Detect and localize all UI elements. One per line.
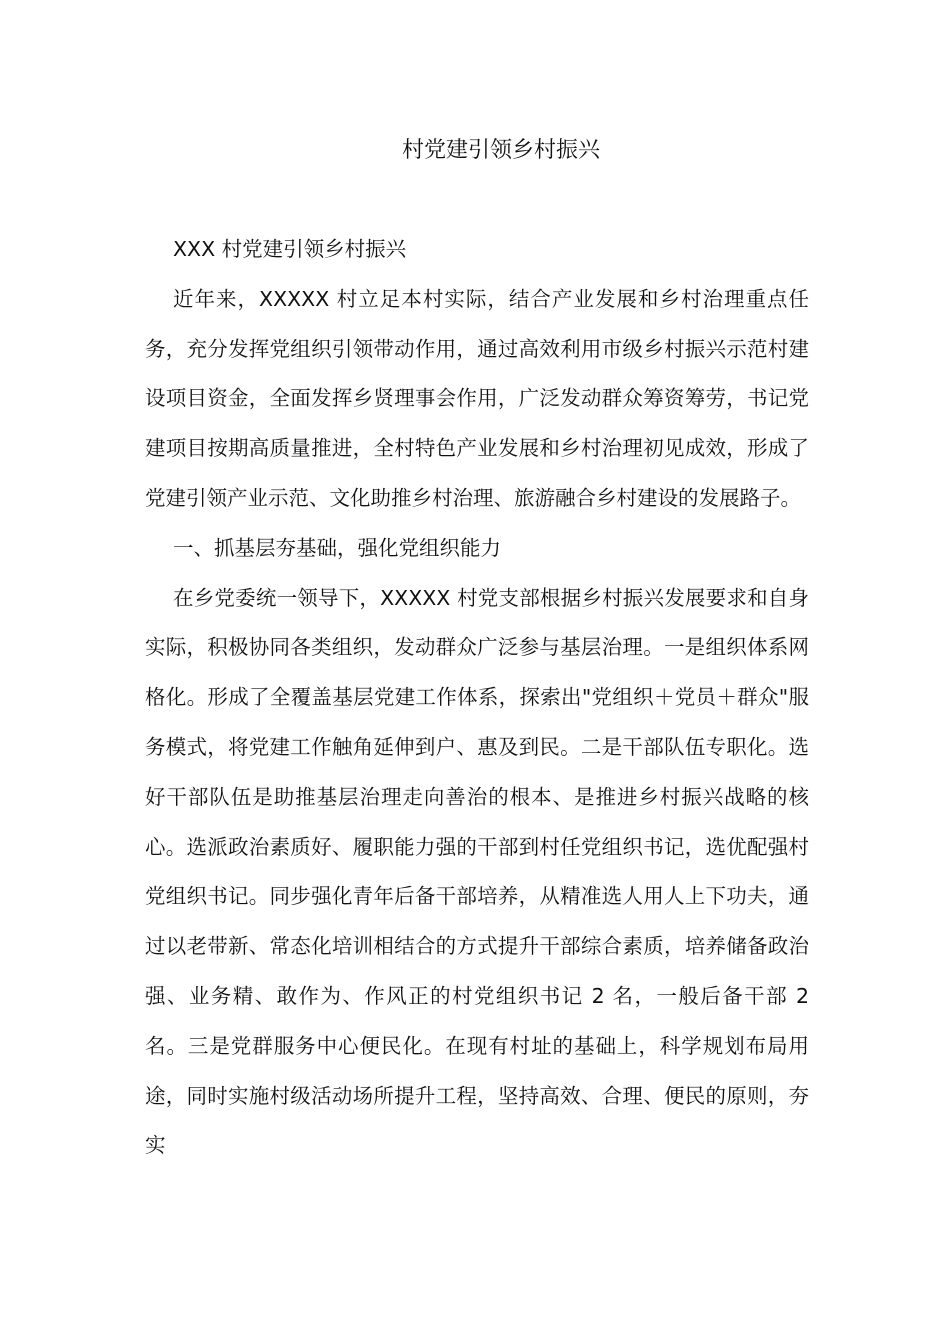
document-body — [145, 225, 809, 1171]
intro-paragraph: 近年来，XXXXX 村立足本村实际，结合产业发展和乡村治理重点任务，充分发挥党组织引领带动作用，通过高效利用市级乡村振兴示范村建设项目资金，全面发挥乡贤理事会作用，广泛发动群众筹资筹劳，书记党建项目按期高质量推进，全村特色产业发展和乡村治理初见成效，形成了党建引领产业示范、文化助推乡村治理、旅游融合乡村建设的发展路子。 — [145, 286, 809, 510]
body-paragraph: 在乡党委统一领导下，XXXXX 村党支部根据乡村振兴发展要求和自身实际，积极协同各类组织，发动群众广泛参与基层治理。一是组织体系网格化。形成了全覆盖基层党建工作体系，探索出"党组织＋党员＋群众"服务模式，将党建工作触角延伸到户、惠及到民。二是干部队伍专职化。选好干部队伍是助推基层治理走向善治的根本、是推进乡村振兴战略的核心。选派政治素质好、履职能力强的干部到村任党组织书记，选优配强村党组织书记。同步强化青年后备干部培养，从精准选人用人上下功夫，通过以老带新、常态化培训相结合的方式提升干部综合素质，培养储备政治强、业务精、敢作为、作风正的村党组织书记 2 名，一般后备干部 2 名。三是党群服务中心便民化。在现有村址的基础上，科学规划布局用途，同时实施村级活动场所提升工程，坚持高效、合理、便民的原则，夯实 — [145, 585, 809, 1158]
document-title: 村党建引领乡村振兴 — [401, 138, 600, 163]
section-heading: 一、抓基层夯基础，强化党组织能力 — [173, 535, 501, 560]
subtitle-paragraph: XXX 村党建引领乡村振兴 — [173, 237, 407, 261]
